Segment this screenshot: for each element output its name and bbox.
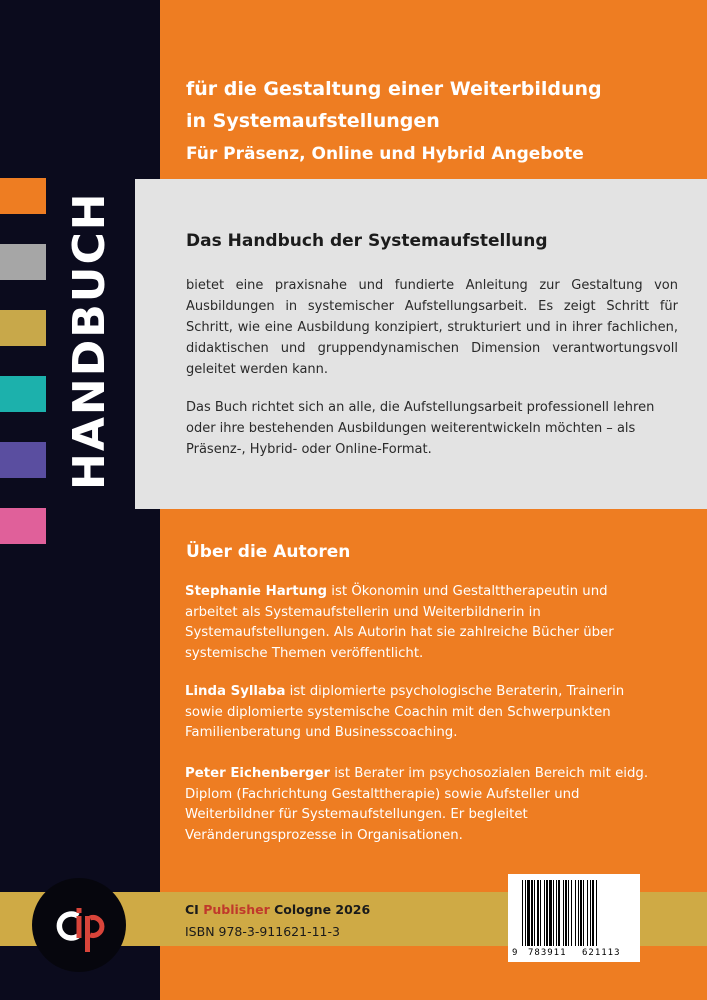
description-paragraph-2: Das Buch richtet sich an alle, die Aufstellungsarbeit professionell lehren oder ihre bestehenden Ausbildungen weiterentwickeln möchten – als Präsenz-, Hybrid- oder Online-Format. [186,400,655,457]
color-swatch-pink [0,508,46,544]
author-bio-text: ist diplomierte psychologische Beraterin, Trainerin sowie diplomierte systemische Coachin mit den Schwerpunkten Familienberatung und Businesscoaching. [185,684,625,740]
publisher-suffix: Cologne 2026 [269,902,371,917]
author-bio-hartung [185,582,655,664]
publisher-line [185,902,370,917]
barcode-bars [508,874,640,948]
description-box [135,179,707,509]
color-swatch-teal [0,376,46,412]
description-title: Das Handbuch der Systemaufstellung [186,231,548,251]
publisher-prefix: CI [185,902,204,917]
isbn-barcode [508,874,640,962]
authors-heading: Über die Autoren [186,542,351,562]
author-name: Linda Syllaba [185,684,286,699]
format-tagline: Für Präsenz, Online und Hybrid Angebote [186,144,584,164]
author-name: Stephanie Hartung [185,584,328,599]
author-bio-eichenberger [185,764,655,846]
publisher-logo-mark [32,878,126,972]
author-bio-text: ist Ökonomin und Gestalttherapeutin und arbeitet als Systemaufstellerin und Weiterbildnerin in Systemaufstellungen. Als Autorin hat sie zahlreiche Bücher über systemische Themen veröffentlicht. [185,584,614,661]
barcode-lead-digit: 9 [512,948,518,958]
barcode-group-1: 783911 [528,948,567,958]
color-swatch-gold [0,310,46,346]
description-paragraph-1: bietet eine praxisnahe und fundierte Anleitung zur Gestaltung von Ausbildungen in systemischer Aufstellungsarbeit. Es zeigt Schritt für Schritt, wie eine Ausbildung konzipiert, strukturiert und in ihrer fachlichen, didaktischen und gruppendynamischen Dimension verantwortungsvoll geleitet werden kann. [186,278,678,377]
publisher-highlight: Publisher [203,902,270,917]
spine-title: HANDBUCH [64,191,115,490]
barcode-group-2: 621113 [582,948,621,958]
author-name: Peter Eichenberger [185,766,330,781]
color-swatch-gray [0,244,46,280]
subtitle-line-1: für die Gestaltung einer Weiterbildung [186,78,602,100]
publisher-logo [32,878,126,972]
author-bio-syllaba [185,682,655,744]
color-swatch-purple [0,442,46,478]
isbn-text: ISBN 978-3-911621-11-3 [185,924,340,939]
subtitle-line-2: in Systemaufstellungen [186,110,440,132]
author-bio-text: ist Berater im psychosozialen Bereich mit eidg. Diplom (Fachrichtung Gestalttherapie) sowie Aufsteller und Weiterbildner für Systemaufstellungen. Er begleitet Veränderungsprozesse in Organisationen. [185,766,649,843]
color-swatch-orange [0,178,46,214]
